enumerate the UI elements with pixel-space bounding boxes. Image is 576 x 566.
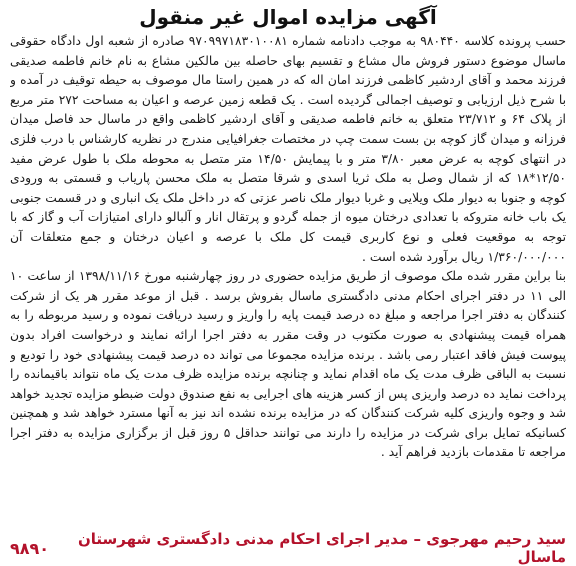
notice-body — [10, 32, 566, 528]
notice-paragraph-property: حسب پرونده کلاسه ۹۸۰۴۴۰ به موجب دادنامه شماره ۹۷۰۹۹۷۱۸۳۰۱۰۰۸۱ صادره از شعبه اول دادگاه حقوقی ماسال موضوع دستور فروش مال مشاع و تقسیم بهای حاصله بین مالکین مشاع به نام خانم فاطمه صدیقی فرزند محمد و آقای اردشیر کاظمی فرزند امان اله که در همین راستا مال موصوف به حیطه توقیف در آمده و با شرح ذیل ارزیابی و توصیف اجمالی گردیده است . یک قطعه زمین عرصه و اعیان به مساحت ۲۷۲ متر مربع از پلاک ۶۴ و ۲۳/۷۱۲ متعلق به خانم فاطمه صدیقی و آقای اردشیر کاظمی واقع در ماسال حد فاصل میدان فرزانه و میدان گاز کوچه بن بست سمت چپ در مختصات جغرافیایی مندرج در نظریه کارشناس با درب فلزی در انتهای کوچه به عرض معبر ۳/۸۰ متر و با پیمایش ۱۴/۵۰ متر متصل به محوطه ملک با طول عرض مفید ۱۲/۵۰*۱۸ که از شمال وصل به ملک ثریا اسدی و شرقا متصل به ملک محسن پاریاب و قسمتی به ورودی کوچه و جنوبا به دیوار ملک ویلایی و غربا دیوار ملک ناصر عزتی که در داخل ملک یک انباری و در قسمت جنوبی یک باب خانه متروکه با تعدادی درختان میوه از جمله گردو و پرتقال انار و آلبالو دارای امتیازات آب و گاز که با توجه به موقعیت فعلی و نوع کاربری قیمت کل ملک با عرصه و اعیان درختان و جمع متعلقات آن ۱/۳۶۰/۰۰۰/۰۰۰ ریال برآورد شده است . — [10, 34, 566, 264]
notice-title: آگهی مزایده اموال غیر منقول — [139, 5, 437, 29]
notice-code: ۹۸۹۰ — [10, 538, 50, 558]
notice-paragraph-auction-terms: بنا براین مقرر شده ملک موصوف از طریق مزایده حضوری در روز چهارشنبه مورخ ۱۳۹۸/۱۱/۱۶ از ساعت ۱۰ الی ۱۱ در دفتر اجرای احکام مدنی دادگستری ماسال بفروش برسد . قبل از موعد مقرر هر یک از شرکت کنندگان به دفتر اجرا مراجعه و مبلغ ده درصد قیمت پایه را واریز و رسید دریافت نموده و رسید مربوطه را به همراه قیمت پیشنهادی به صورت مکتوب در وقت مقرر به دفتر اجرا ارائه نمایند و درخواست افراد بدون پیوست فیش فاقد اعتبار رمی باشد . برنده مزایده مجموعا می تواند ده درصد قیمت پیشنهادی خود را تودیع و نسبت به الباقی ظرف مدت یک ماه اقدام نماید و چنانچه برنده مزایده ظرف مدت یک ماه نتواند باقیمانده را پرداخت نماید ده درصد واریزی پس از کسر هزینه های اجرایی به نفع صندوق دولت ضبطو مزایده تجدید خواهد شد و وجوه واریزی کلیه شرکت کنندگان که در مزایده برنده نشده اند نیز به آنها مسترد خواهد شد و همچنین کسانیکه تمایل برای شرکت در مزایده را دارند می توانند حداقل ۵ روز قبل از برگزاری مزایده به دفتر اجرا مراجعه تا مقدمات بازدید فراهم آید . — [10, 269, 566, 460]
notice-footer — [10, 530, 566, 566]
notice-signature: سید رحیم مهرجوی – مدیر اجرای احکام مدنی دادگستری شهرستان ماسال — [77, 530, 566, 566]
